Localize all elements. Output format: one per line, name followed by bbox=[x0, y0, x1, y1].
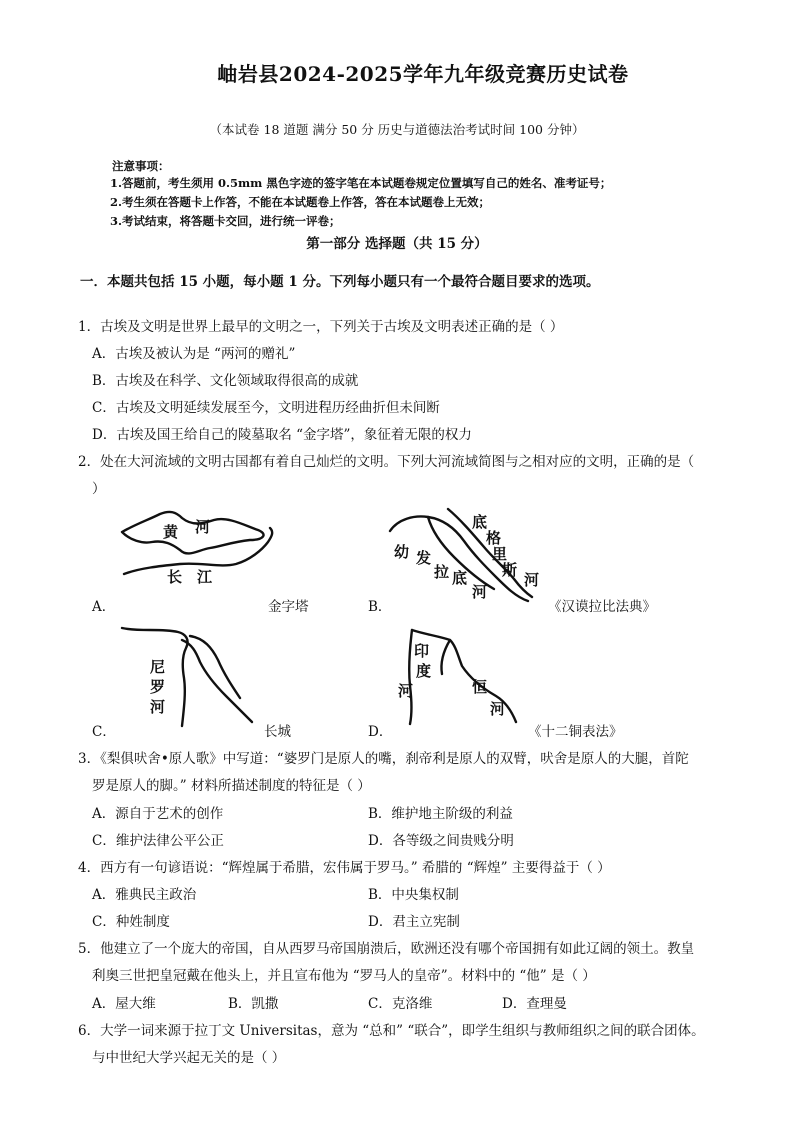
map-b-label: 底 bbox=[452, 569, 468, 587]
question-1-option-a: A．古埃及被认为是 “两河的赠礼” bbox=[92, 346, 296, 362]
question-2-option-a-letter: A． bbox=[92, 599, 116, 615]
map-b-label: 底 bbox=[472, 513, 488, 531]
question-4-option-c: C．种姓制度 bbox=[92, 914, 170, 930]
question-5-option-d: D．查理曼 bbox=[502, 996, 567, 1012]
section-title: 一．本题共包括 15 小题，每小题 1 分。下列每小题只有一个最符合题目要求的选项。 bbox=[80, 274, 600, 290]
question-3-stem-line2: 罗是原人的脚。” 材料所描述制度的特征是（ ） bbox=[92, 778, 371, 794]
map-d-label: 度 bbox=[416, 662, 432, 680]
question-3-option-d: D．各等级之间贵贱分明 bbox=[368, 833, 514, 849]
map-b-label: 河 bbox=[524, 571, 540, 589]
map-d-label: 印 bbox=[414, 642, 430, 660]
map-d-label: 河 bbox=[490, 700, 506, 718]
map-c-nile-river bbox=[120, 622, 260, 727]
question-4-option-d: D．君主立宪制 bbox=[368, 914, 460, 930]
question-4-option-a: A．雅典民主政治 bbox=[92, 887, 197, 903]
question-1-option-b: B．古埃及在科学、文化领域取得很高的成就 bbox=[92, 373, 359, 389]
note-item: 1.答题前，考生须用 0.5mm 黑色字迹的签字笔在本试题卷规定位置填写自己的姓名、准考证号； bbox=[110, 176, 612, 190]
map-b-label: 河 bbox=[472, 583, 488, 601]
question-3-option-c: C．维护法律公平公正 bbox=[92, 833, 224, 849]
map-d-indus-ganges-rivers bbox=[400, 626, 525, 726]
question-1-option-c: C．古埃及文明延续发展至今，文明进程历经曲折但未间断 bbox=[92, 400, 440, 416]
question-2-option-b-letter: B． bbox=[368, 599, 392, 615]
question-2-option-a-label: 金字塔 bbox=[268, 599, 309, 615]
map-b-mesopotamia-rivers bbox=[388, 505, 538, 605]
question-3-stem-line1: 3．《梨俱吠舍•原人歌》中写道：“婆罗门是原人的嘴，刹帝利是原人的双臂，吠舍是原人的大腿，首陀 bbox=[78, 751, 689, 767]
question-2-stem-line1: 2．处在大河流域的文明古国都有着自己灿烂的文明。下列大河流域简图与之相对应的文明，正确的是（ bbox=[78, 454, 695, 470]
question-4-stem: 4．西方有一句谚语说：“辉煌属于希腊，宏伟属于罗马。” 希腊的 “辉煌” 主要得益于（ ） bbox=[78, 860, 611, 876]
exam-title: 岫岩县2024-2025学年九年级竞赛历史试卷 bbox=[217, 62, 629, 86]
question-2-stem-line2: ） bbox=[92, 481, 106, 497]
map-c-label: 罗 bbox=[150, 678, 166, 696]
map-b-label: 格 bbox=[486, 529, 502, 547]
map-b-label: 幼 bbox=[394, 543, 410, 561]
map-b-label: 斯 bbox=[502, 561, 518, 579]
notes-label: 注意事项： bbox=[112, 159, 170, 173]
question-2-option-c-label: 长城 bbox=[264, 724, 291, 740]
question-5-option-c: C．克洛维 bbox=[368, 996, 433, 1012]
question-5-stem-line1: 5．他建立了一个庞大的帝国，自从西罗马帝国崩溃后，欧洲还没有哪个帝国拥有如此辽阔的领土。教皇 bbox=[78, 941, 695, 957]
question-3-option-a: A．源自于艺术的创作 bbox=[92, 806, 224, 822]
map-d-label: 河 bbox=[398, 682, 414, 700]
map-d-label: 恒 bbox=[472, 678, 488, 696]
map-c-label: 尼 bbox=[150, 658, 166, 676]
part-title: 第一部分 选择题（共 15 分） bbox=[306, 236, 488, 252]
question-2-option-d-letter: D． bbox=[368, 724, 393, 740]
map-a-china-rivers bbox=[118, 508, 278, 603]
map-a-label: 江 bbox=[197, 568, 213, 586]
question-5-stem-line2: 利奥三世把皇冠戴在他头上，并且宣布他为 “罗马人的皇帝”。材料中的 “他” 是（ ） bbox=[92, 968, 596, 984]
map-a-label: 长 bbox=[167, 568, 183, 586]
question-1-stem: 1．古埃及文明是世界上最早的文明之一，下列关于古埃及文明表述正确的是（ ） bbox=[78, 319, 564, 335]
map-b-label: 里 bbox=[492, 545, 508, 563]
map-a-label: 河 bbox=[195, 518, 211, 536]
question-6-stem-line1: 6．大学一词来源于拉丁文 Universitas，意为 “总和” “联合”，即学生组织与教师组织之间的联合团体。 bbox=[78, 1023, 705, 1039]
map-b-label: 拉 bbox=[434, 563, 450, 581]
question-2-option-d-label: 《十二铜表法》 bbox=[528, 724, 623, 740]
note-item: 3.考试结束，将答题卡交回，进行统一评卷； bbox=[110, 214, 341, 228]
map-b-label: 发 bbox=[416, 549, 432, 567]
question-3-option-b: B．维护地主阶级的利益 bbox=[368, 806, 513, 822]
question-2-option-b-label: 《汉谟拉比法典》 bbox=[548, 599, 656, 615]
question-2-option-c-letter: C． bbox=[92, 724, 116, 740]
question-6-stem-line2: 与中世纪大学兴起无关的是（ ） bbox=[92, 1050, 286, 1066]
question-5-option-b: B．凯撒 bbox=[228, 996, 279, 1012]
exam-subtitle: （本试卷 18 道题 满分 50 分 历史与道德法治考试时间 100 分钟） bbox=[209, 122, 585, 137]
question-1-option-d: D．古埃及国王给自己的陵墓取名 “金字塔”，象征着无限的权力 bbox=[92, 427, 472, 443]
question-4-option-b: B．中央集权制 bbox=[368, 887, 459, 903]
question-5-option-a: A．屋大维 bbox=[92, 996, 156, 1012]
note-item: 2.考生须在答题卡上作答，不能在本试题卷上作答，答在本试题卷上无效； bbox=[110, 195, 491, 209]
map-c-label: 河 bbox=[150, 698, 166, 716]
map-a-label: 黄 bbox=[163, 523, 179, 541]
